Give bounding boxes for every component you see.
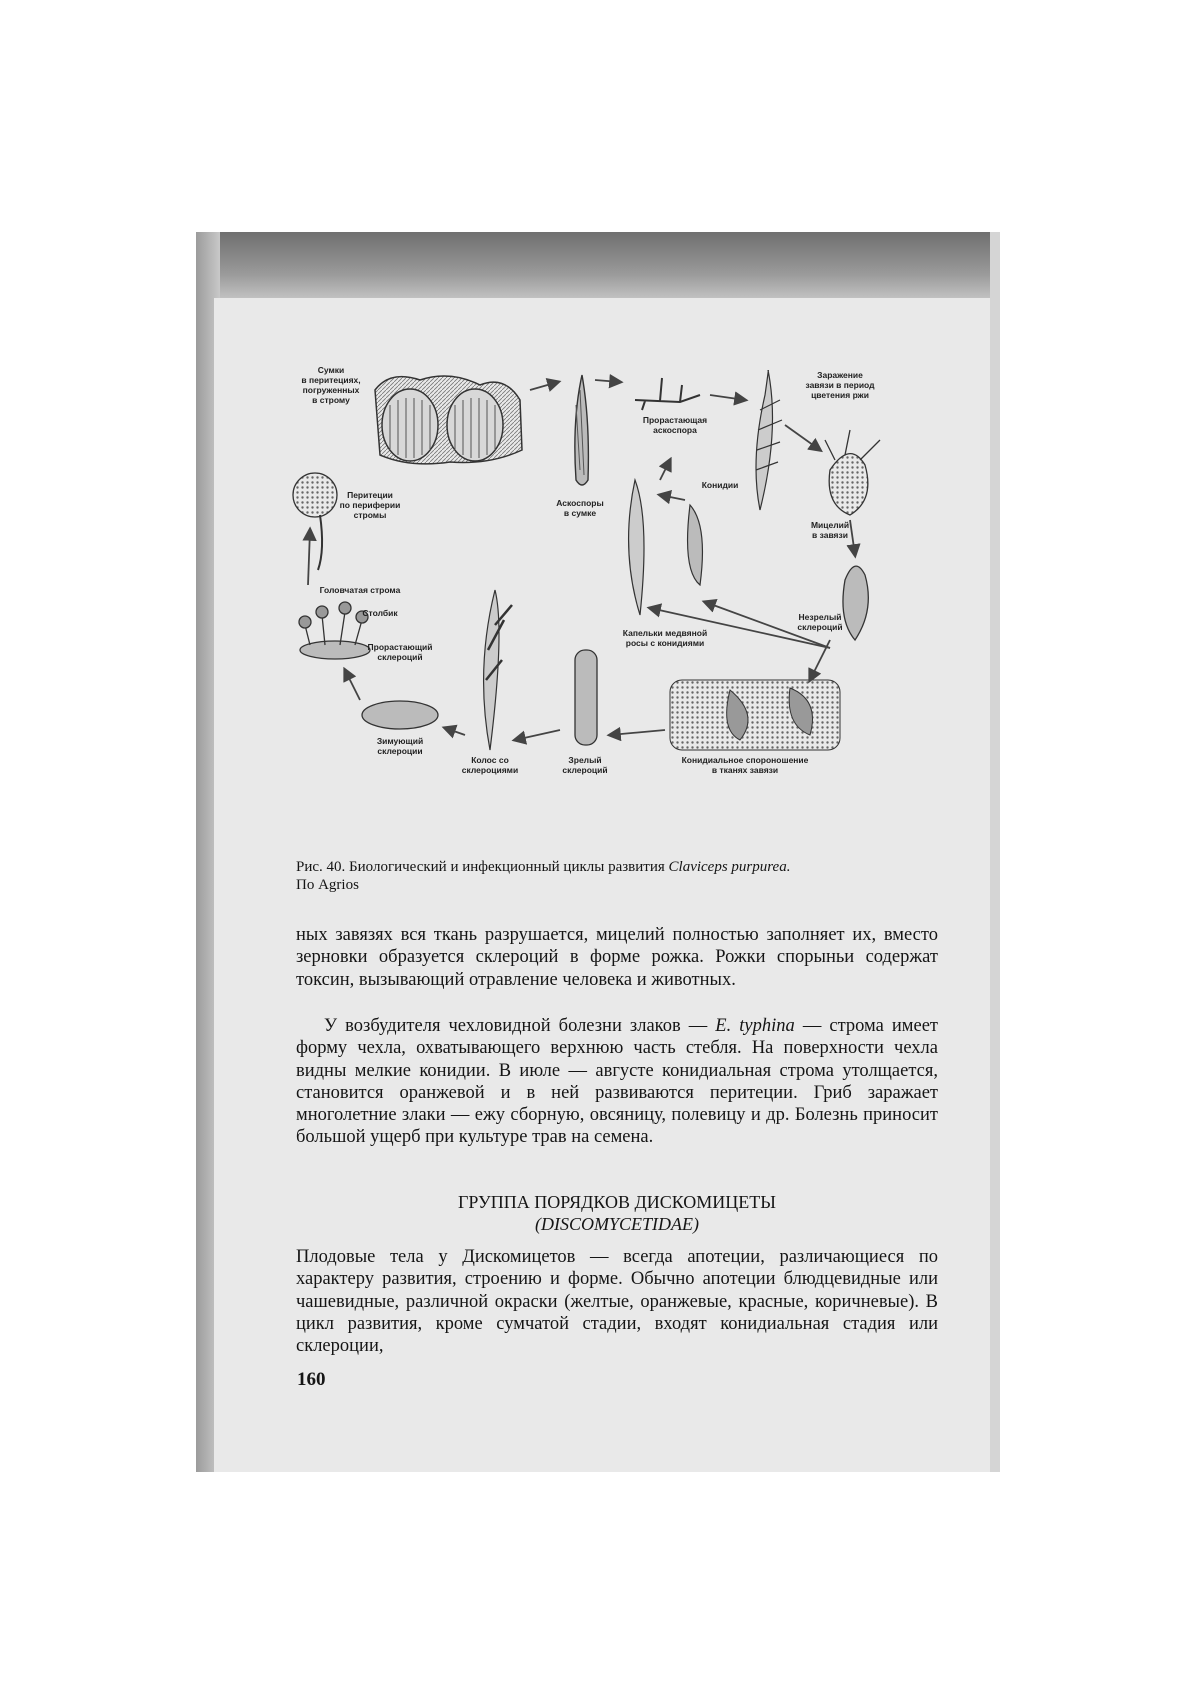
life-cycle-figure	[290, 365, 930, 860]
paragraph-2-before: У возбудителя чехловидной болезни злаков —	[324, 1016, 716, 1036]
label-ascospores: Аскоспоры в сумке	[556, 498, 604, 518]
conidial-sporulation-drawing	[670, 680, 840, 750]
section-heading: ГРУППА ПОРЯДКОВ ДИСКОМИЦЕТЫ	[458, 1192, 776, 1212]
label-immature-sclerotium: Незрелый склероций	[797, 612, 843, 632]
page-edge	[990, 232, 1000, 1472]
section-heading-latin: (DISCOMYCETIDAE)	[535, 1214, 699, 1234]
label-germinating-sclerotium: Прорастающий склероций	[367, 642, 433, 662]
label-ear-with-sclerotia: Колос со склероциями	[461, 755, 519, 775]
label-conidia: Конидии	[701, 480, 739, 490]
page-number: 160	[297, 1369, 326, 1390]
label-honeydew: Капельки медвяной росы с конидиями	[622, 628, 708, 648]
central-ears-drawing	[629, 480, 703, 615]
label-stalk: Столбик	[362, 608, 398, 618]
infected-ovary-drawing	[825, 430, 880, 515]
label-mycelium: Мицелий в завязи	[810, 520, 850, 540]
label-capitate-stroma: Головчатая строма	[319, 585, 401, 595]
label-conidial-sporulation: Конидиальное спороношение в тканях завязи	[681, 755, 809, 775]
caption-source: По Agrios	[296, 877, 359, 893]
label-perithecia: Перитеции по периферии стромы	[339, 490, 401, 520]
paragraph-2-species: E. typhina	[715, 1016, 795, 1036]
ascus-drawing	[575, 375, 589, 485]
label-mature-sclerotium: Зрелый склероций	[562, 755, 608, 775]
label-overwintering-sclerotium: Зимующий склероции	[376, 736, 424, 756]
figure-caption	[296, 858, 936, 894]
paragraph-2-after: — строма имеет форму чехла, охватывающего верхнюю часть стебля. На поверхности чехла видны мелкие конидии. В июле — августе конидиальная строма утолщается, становится оранжевой и в ней развиваются перитеции. Гриб заражает многолетние злаки — ежу сборную, овсяницу, полевицу и др. Болезнь приносит большой ущерб при культуре трав на семена.	[296, 1016, 938, 1148]
paragraph-2	[296, 1015, 938, 1149]
paragraph-3: Плодовые тела у Дискомицетов — всегда апотеции, различающиеся по характеру развития, строению и форме. Обычно апотеции блюдцевидные или чашевидные, различной окраски (желтые, оранжевые, красные, коричневые). В цикл развития, кроме сумчатой стадии, входят конидиальная стадия или склероции,	[296, 1247, 938, 1357]
label-asci-in-perithecia: Сумки в перитециях, погруженных в строму	[301, 365, 361, 405]
paragraph-1: ных завязях вся ткань разрушается, мицелий полностью заполняет их, вместо зерновки образуется склероций в форме рожка. Рожки спорыньи содержат токсин, вызывающий отравление человека и животных.	[296, 925, 938, 990]
ear-with-sclerotia-drawing	[484, 590, 512, 750]
caption-prefix: Рис. 40. Биологический и инфекционный циклы развития	[296, 859, 669, 875]
caption-species: Claviceps purpurea.	[668, 859, 791, 875]
label-infection: Заражение завязи в период цветения ржи	[805, 370, 875, 400]
label-germinating-ascospore: Прорастающая аскоспора	[642, 415, 708, 435]
scan-shadow-top	[210, 232, 1000, 302]
rye-ear-flowering	[756, 370, 782, 510]
mature-sclerotium-drawing	[575, 650, 597, 745]
overwintering-sclerotium-drawing	[362, 701, 438, 729]
germinating-ascospore-drawing	[635, 378, 700, 410]
capitate-stroma-drawing	[293, 473, 337, 570]
stroma-cross-section	[375, 376, 522, 464]
